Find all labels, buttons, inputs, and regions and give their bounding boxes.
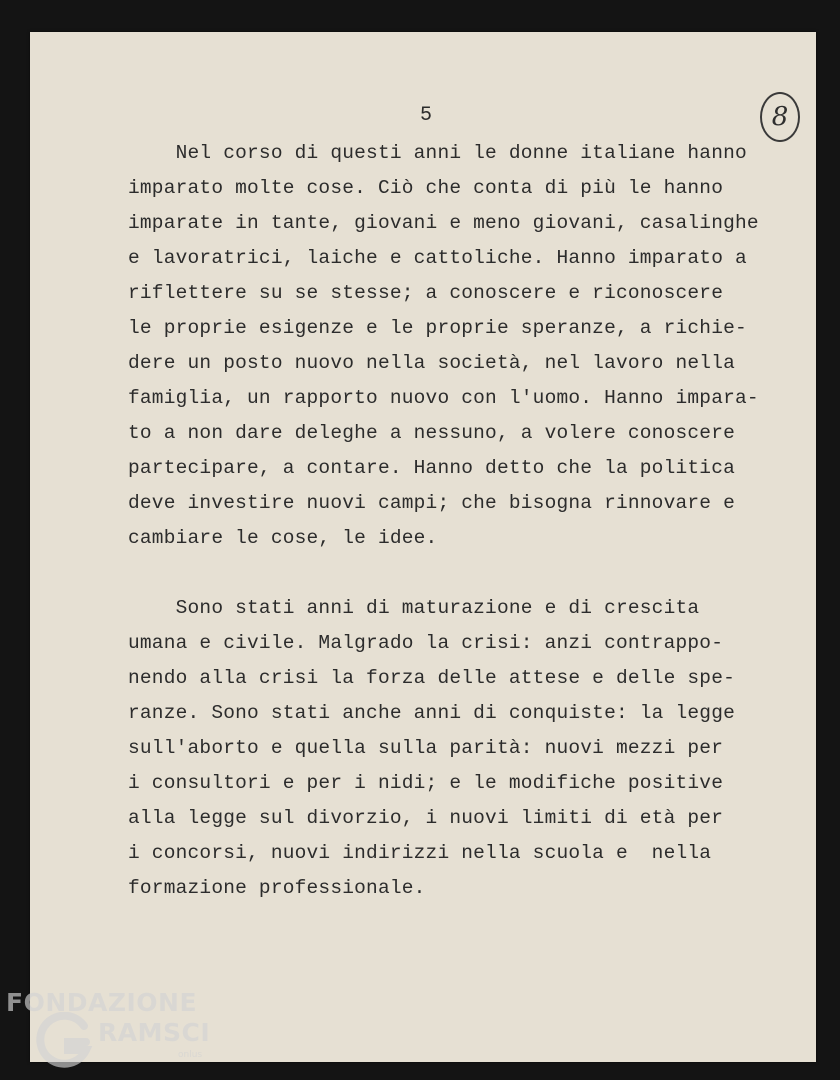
text-line: formazione professionale. [128,877,426,899]
text-line: to a non dare deleghe a nessuno, a volere conoscere [128,422,735,444]
text-line: imparate in tante, giovani e meno giovani, casalinghe [128,212,759,234]
text-line: le proprie esigenze e le proprie speranze, a richie- [128,317,747,339]
text-line: partecipare, a contare. Hanno detto che la politica [128,457,735,479]
watermark-suffix: onlus [178,1050,203,1060]
fondazione-gramsci-watermark [6,988,226,1078]
text-line: dere un posto nuovo nella società, nel lavoro nella [128,352,735,374]
text-line: sull'aborto e quella sulla parità: nuovi mezzi per [128,737,724,759]
watermark-line-1: FONDAZIONE [6,988,198,1017]
archive-number: 8 [771,102,789,132]
text-line: ranze. Sono stati anche anni di conquiste: la legge [128,702,735,724]
watermark-line-2: RAMSCI [98,1018,211,1047]
text-line: riflettere su se stesse; a conoscere e riconoscere [128,282,724,304]
text-line: Nel corso di questi anni le donne italiane hanno [128,142,747,164]
archive-number-stamp [760,92,800,142]
text-line: e lavoratrici, laiche e cattoliche. Hanno imparato a [128,247,747,269]
text-line: Sono stati anni di maturazione e di crescita [128,597,700,619]
text-line: cambiare le cose, le idee. [128,527,438,549]
page-number: 5 [420,104,433,127]
text-line: alla legge sul divorzio, i nuovi limiti di età per [128,807,724,829]
document-page [30,32,816,1062]
text-line: famiglia, un rapporto nuovo con l'uomo. Hanno impara- [128,387,759,409]
gramsci-g-logo-icon [34,1012,94,1072]
text-line: nendo alla crisi la forza delle attese e delle spe- [128,667,735,689]
text-line: umana e civile. Malgrado la crisi: anzi contrappo- [128,632,724,654]
text-line: deve investire nuovi campi; che bisogna rinnovare e [128,492,735,514]
text-line: i concorsi, nuovi indirizzi nella scuola e nella [128,842,712,864]
text-line: i consultori e per i nidi; e le modifiche positive [128,772,724,794]
text-line: imparato molte cose. Ciò che conta di più le hanno [128,177,724,199]
